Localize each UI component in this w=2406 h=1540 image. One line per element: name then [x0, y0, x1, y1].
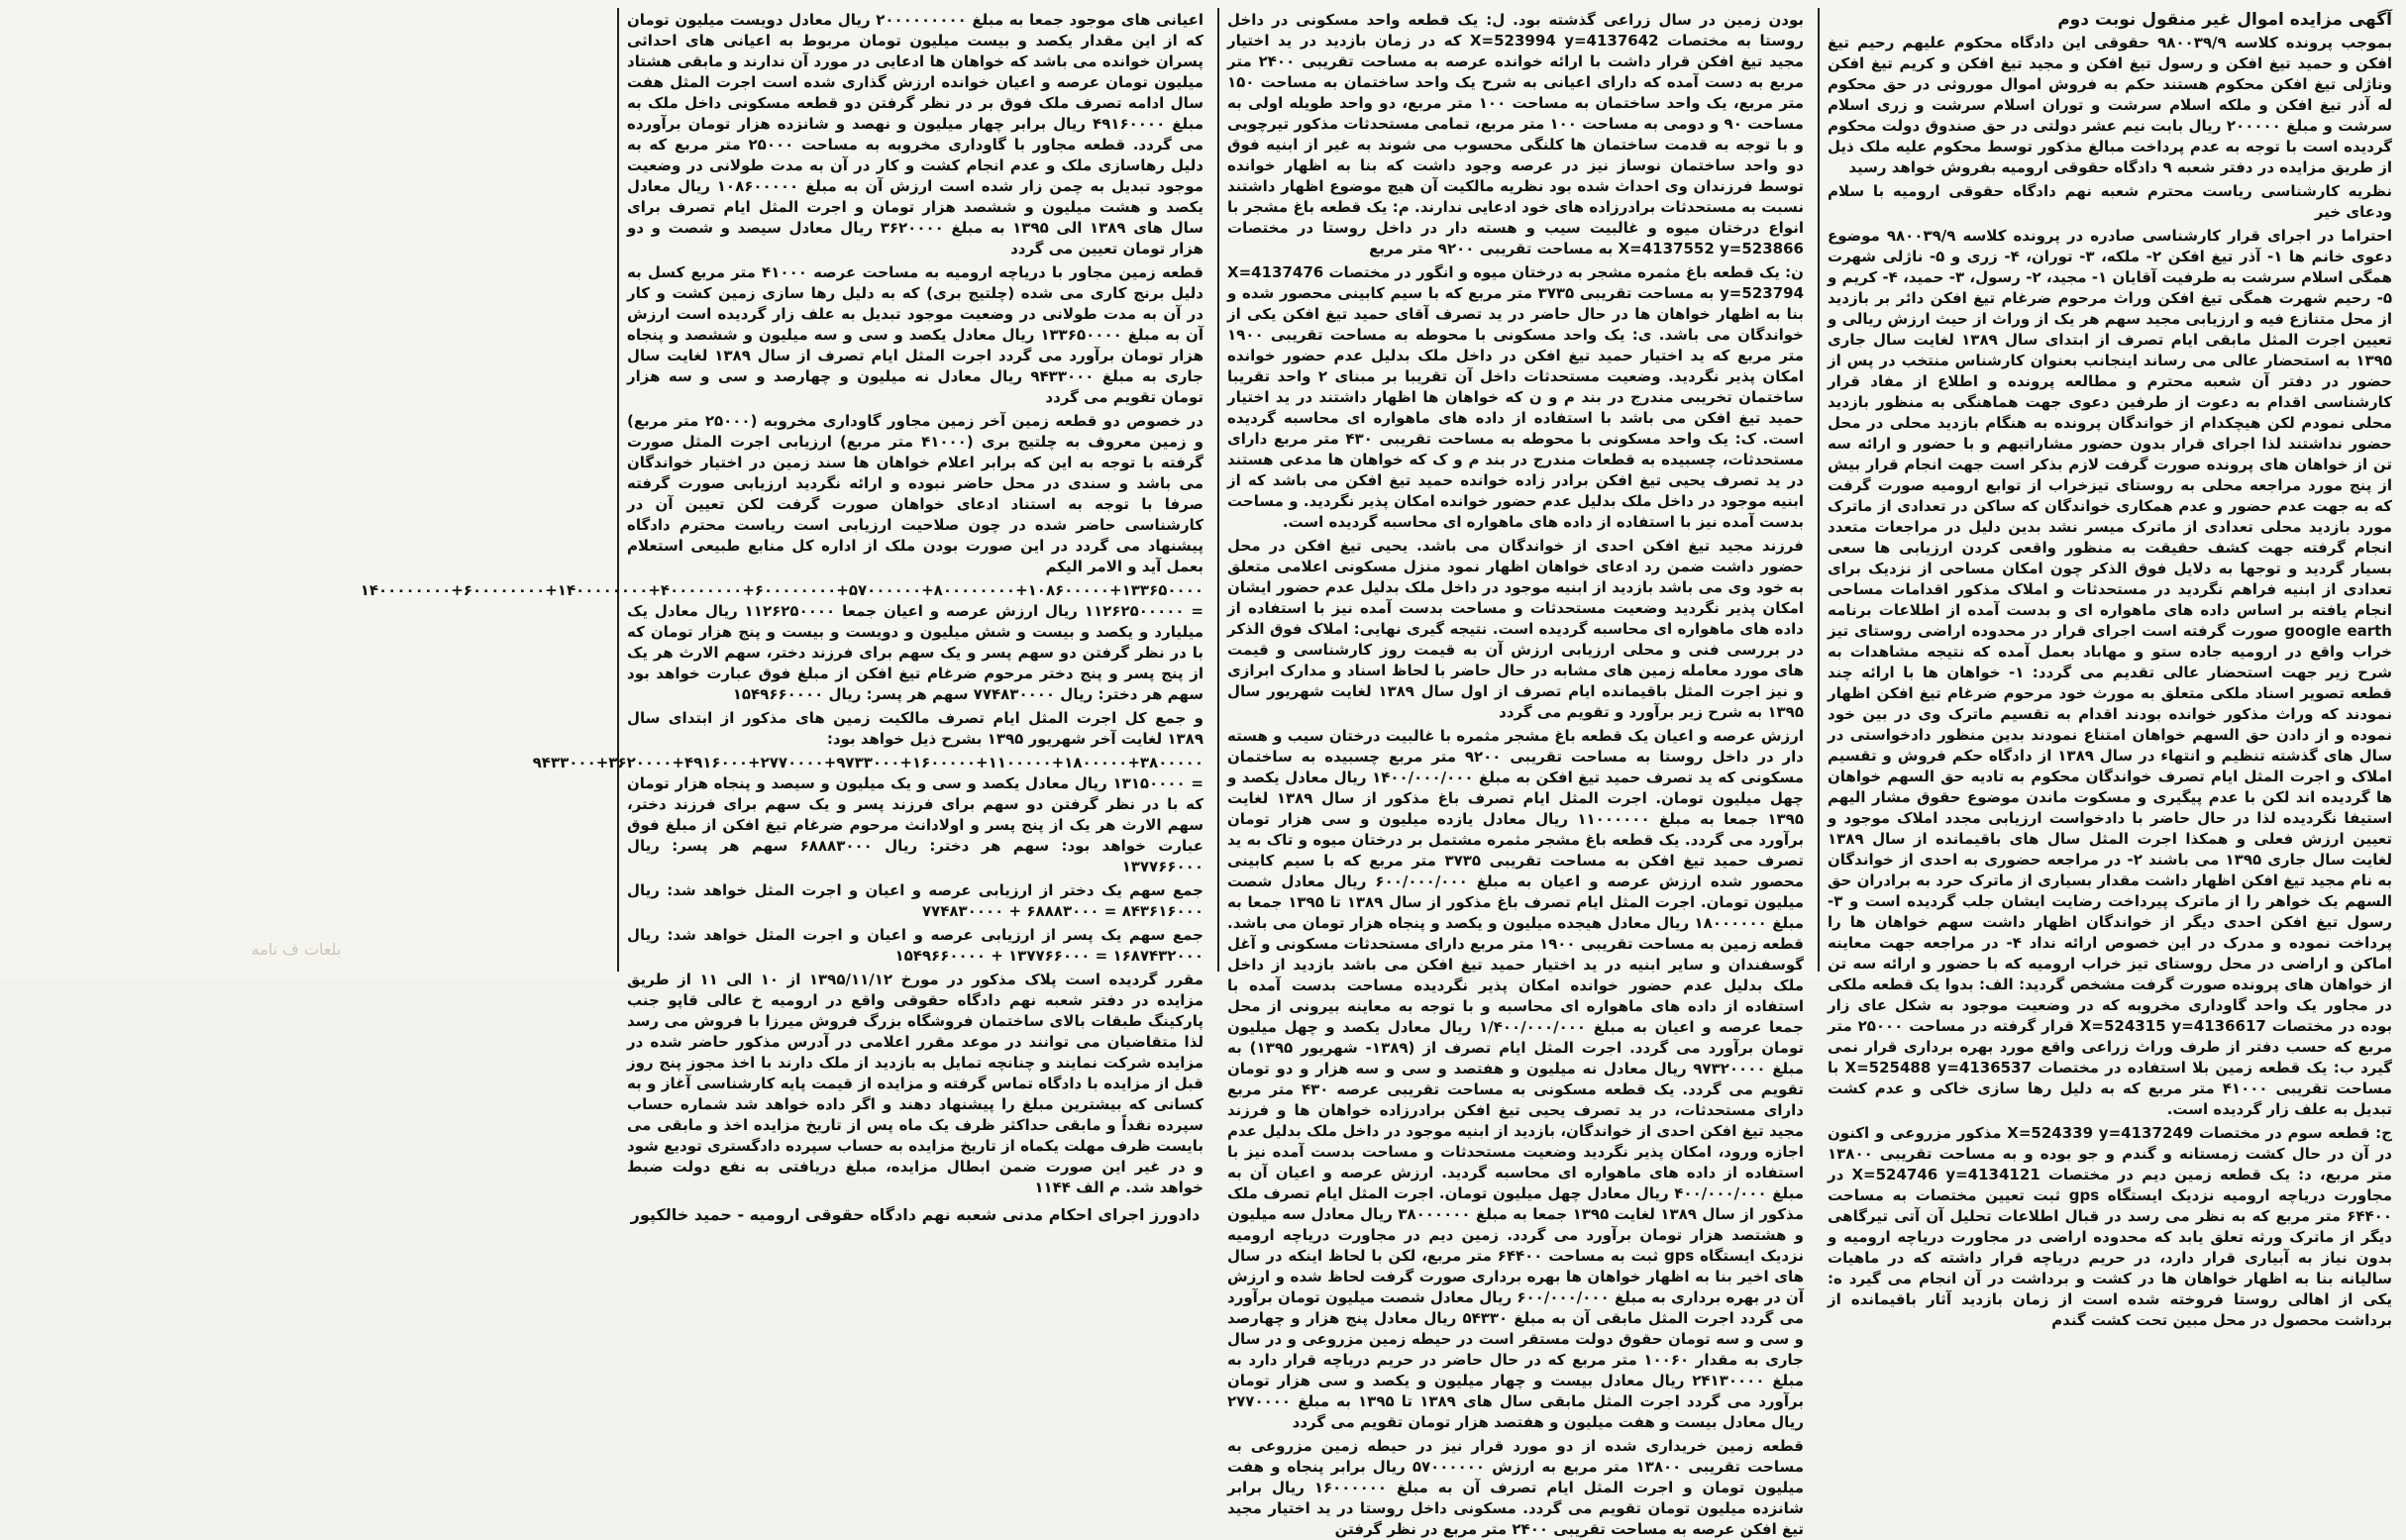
paragraph: احتراما در اجرای قرار کارشناسی صادره در پرونده کلاسه ۹۸۰۰۳۹/۹ موضوع دعوی خانم ها ۱- آذر تیغ افکن ۲- ملکه، ۳- توران، ۴- زری و ۵- ناژلی شهرت همگی اسلام سرشت به طرفیت آقایان ۱- مجید، ۲- رسول، ۳- حمید، ۴- کریم و ۵- رحیم شهرت همگی تیغ افکن وراث مرحوم ضرغام تیغ افکن دائر بر بازدید از محل متنازع فیه و ارزیابی مجید سهم هر یک از وراث از حیث ارزش ریالی و تعیین اجرت المثل مابقی ایام تصرف از ابتدای سال ۱۳۸۹ لغایت سال جاری ۱۳۹۵ به استحضار عالی می رساند اینجانب بعنوان کارشناس منتخب در پس از حضور در دفتر آن شعبه محترم و مطالعه پرونده و اطلاع از مفاد قرار کارشناسی اقدام به دعوت از طرفین دعوی جهت هماهنگی به منظور بازدید محلی نمودم لکن هیچکدام از خواندگان پرونده به هنگام بازدید محلی در محل حضور نداشتند لذا اجرای قرار بدون حضور مشاراتیهم و با حضور و ارائه سه تن از خواهان های پرونده صورت گرفت لازم بذکر است جهت انجام قرار بیش از پنج مورد مراجعه محلی به روستای تیزخراب از توابع ارومیه صورت گرفت که به جهت عدم حضور و عدم همکاری خواندگان که ساکن در تعدادی از ماترک مورد بازدید محلی تعدادی از ماترک میسر نشد بدین دلیل در مراجعات متعدد انجام گرفته جهت کشف حقیقت به منظور واقعی کردن ارزیابی ها سعی بسیار گردید و توجها به دلایل فوق الذکر چون امکان مساحی از نزدیک برای تعدادی از ابنیه فراهم نگردید در مستحدثات و املاک مذکور اقدامات مساحی انجام یافته بر اساس داده های ماهواره ای و بدست آمده از اطلاعات برنامه google earth صورت گرفته است اجرای قرار در محدوده اراضی روستای تیز خراب واقع در ارومیه جاده ستو و مهاباد بعمل آمده که نتیجه مشاهدات به شرح زیر جهت استحضار عالی تقدیم می گردد: ۱- خواهان ها با ارائه چند قطعه تصویر اسناد ملکی متعلق به مورث خود مرحوم ضرغام تیغ افکن اظهار نمودند که وراث مذکور خوانده بودند اقدام به تقسیم ماترک وی در بین خود نموده و از دادن حق السهم خواهان امتناع نمودند بدین منظور دادخواستی در سال های گذشته تنظیم و انتهاء در سال ۱۳۸۹ از دادگاه حکم فروش و تقسیم املاک و اجرت المثل ایام تصرف خواندگان محکوم به تادیه حق السهم خواهان ها گردیده اند لکن با عدم پیگیری و مسکوت ماندن موضوع حقوق مشار الیهم استیفا نگردیده لذا در حال حاضر با دادخواست ارزیابی مجدد املاک موجود و تعیین ارزش فعلی و همکذا اجرت المثل سال های باقیمانده از سال ۱۳۸۹ لغایت سال جاری ۱۳۹۵ می باشند ۲- در مراجعه حضوری به احدی از خواندگان به نام مجید تیغ افکن اظهار داشت مقدار بسیاری از ماترک حرد به برادران حق السهم یک خواهر را از ماترک پیرداخت رضایت ایشان جلب گردیده است و ۳- رسول تیغ افکن احدی دیگر از خواندگان اظهار داشت سهم خواهان ها را پرداخت نموده و مدرک در این خصوص ارائه نداد ۴- در مراجعه جهت معاینه اماکن و اراضی در محل روستای تیز خراب ارومیه که با حضور و ارائه سه تن از خواهان های پرونده صورت گرفت مشخص گردید: الف: بدوا یک قطعه ملکی در مجاور یک واحد گاوداری مخروبه که در وضعیت موجود به شکل عای زار بوده در مختصات X=524315 y=4136617 قرار گرفته در مساحت ۲۵۰۰۰ متر مربع که حسب دفتر از طرف وراث زراعی واقع مورد بهره برداری قرار نمی گیرد ب: یک قطعه زمین بلا استفاده در مختصات X=525488 y=4136537 با مساحت تقریبی ۴۱۰۰۰ متر مربع که به دلیل رها سازی خاکی و عدم کشت تبدیل به علف زار گردیده است. [1828, 227, 2393, 1118]
paragraph: در خصوص دو قطعه زمین آخر زمین مجاور گاوداری مخروبه (۲۵۰۰۰ متر مربع) و زمین معروف به چلتیج بری (۴۱۰۰۰ متر مربع) ارزیابی اجرت المثل صورت گرفته با توجه به این که برابر اعلام خواهان ها سند زمین در اختیار خواندگان می باشد و سندی در محل حاضر نبوده و ارائه نگردید ارزیابی صورت گرفته صرفا با توجه به استناد ادعای خواهان صورت گرفت لکن تعیین آن در کارشناسی حاضر شده در چون صلاحیت ارزیابی است ریاست محترم دادگاه پیشنهاد می گردد در این صورت بودن ملک از اداره کل منابع طبیعی استعلام بعمل آید و الامر الیکم [627, 412, 1203, 575]
paragraph: قطعه زمین خریداری شده از دو مورد قرار نیز در حیطه زمین مزروعی به مساحت تقریبی ۱۳۸۰۰ متر مربع به ارزش ۵۷۰۰۰۰۰۰ ریال برابر پنجاه و هفت میلیون تومان و اجرت المثل ایام تصرف آن به مبلغ ۱۶۰۰۰۰۰۰ ریال برابر شانزده میلیون تومان تقویم می گردد. مسکونی داخل روستا در ید اختیار مجید تیغ افکن عرصه به مساحت تقریبی ۲۴۰۰ متر مربع در نظر گرفتن [1227, 1437, 1805, 1538]
faded-text: بلعات ف نامه [251, 940, 342, 959]
notice-title: آگهی مزایده اموال غیر منقول نوبت دوم [2057, 10, 2392, 30]
paragraph: بموجب پرونده کلاسه ۹۸۰۰۳۹/۹ حقوقی این دادگاه محکوم علیهم رحیم تیغ افکن و حمید تیغ افکن و رسول تیغ افکن و مجید تیغ افکن و کریم تیغ افکن وناژلی تیغ افکن محکوم هستند حکم به فروش اموال موروثی در حق محکوم له آذر تیغ افکن و ملکه اسلام سرشت و توران اسلام سرشت و زری اسلام سرشت و مبلغ ۲۰۰۰۰۰ ریال بابت نیم عشر دولتی در حق صندوق دولت محکوم گردیده است با توجه به عدم پرداخت مبالغ مذکور توسط محکوم علیه ملک ذیل از طریق مزایده در دفتر شعبه ۹ دادگاه حقوقی ارومیه بفروش خواهد رسید [1828, 34, 2392, 176]
paragraph: اعیانی های موجود جمعا به مبلغ ۲۰۰۰۰۰۰۰۰۰ ریال معادل دویست میلیون تومان که از این مقدار یکصد و بیست میلیون تومان مربوط به اعیانی های احداثی پسران خوانده می باشد که خواهان ها ادعایی در مورد آن ندارند و مابقی هشتاد میلیون تومان عرصه و اعیان خوانده ارزش گذاری شده است اجرت المثل هفت سال ادامه تصرف ملک فوق بر در نظر گرفتن دو قطعه مسکونی داخل ملک به مبلغ ۴۹۱۶۰۰۰۰ ریال برابر چهار میلیون و نهصد و شانزده هزار تومان برآورده می گردد. قطعه مجاور با گاوداری مخروبه به مساحت ۲۵۰۰۰ متر مربع که به دلیل رهاسازی ملک و عدم انجام کشت و کار در آن به مدت طولانی در وضعیت موجود تبدیل به چمن زار شده است ارزش آن به مبلغ ۱۰۸۶۰۰۰۰۰ ریال معادل یکصد و هشت میلیون و ششصد هزار تومان و اجرت المثل ایام تصرف برای سال های ۱۳۸۹ الی ۱۳۹۵ به مبلغ ۳۶۲۰۰۰۰ ریال معادل سیصد و شصت و دو هزار تومان تعیین می گردد [627, 11, 1204, 257]
column-expert-report [1217, 8, 1812, 1538]
paragraph: مقرر گردیده است پلاک مذکور در مورخ ۱۳۹۵/۱۱/۱۲ از ۱۰ الی ۱۱ از طریق مزایده در دفتر شعبه نهم دادگاه حقوقی واقع در ارومیه خ عالی قاپو جنب پارکینگ طبقات بالای ساختمان فروشگاه بزرگ فروش میرزا با فروش می رسد لذا متقاضیان می توانند در موعد مقرر اعلامی در آدرس مذکور حاضر شده در مزایده شرکت نمایند و چنانچه تمایل به بازدید از ملک دارند با اخذ مجوز پنج روز قبل از مزایده با دادگاه تماس گرفته و مزایده از قیمت پایه کارشناسی آغاز و به کسانی که بیشترین مبلغ را پیشنهاد دهند و اگر داده خواهد شد شماره حساب سپرده نقداً و مابقی حداکثر ظرف یک ماه پس از تاریخ مزایده اخذ و مابقی می بایست ظرف مهلت یکماه از تاریخ مزایده به حساب سپرده دادگستری تودیع شود و در غیر این صورت ضمن ابطال مزایده، مبلغ دریافتی به نفع دولت ضبط خواهد شد. م الف ۱۱۴۴ [627, 971, 1203, 1196]
calculation: جمع سهم یک پسر از ارزیابی عرصه و اعیان و اجرت المثل خواهد شد: ریال ۱۶۸۷۴۳۲۰۰۰ = ۱۳۷۷۶۶۰۰۰ + ۱۵۴۹۶۶۰۰۰۰ [627, 926, 1203, 965]
column-empty [7, 8, 611, 972]
paragraph: نظریه کارشناسی ریاست محترم شعبه نهم دادگاه حقوقی ارومیه با سلام ودعای خیر [1828, 182, 2392, 221]
paragraph: ارزش عرصه و اعیان یک قطعه باغ مشجر مثمره با غالبیت درختان سیب و هسته دار در داخل روستا به مساحت تقریبی ۹۲۰۰ متر مربع چسبیده به ساختمان مسکونی که ید تصرف حمید تیغ افکن به مبلغ ۱۴۰۰/۰۰۰/۰۰۰ ریال معادل یکصد و چهل میلیون تومان. اجرت المثل ایام تصرف باغ مذکور از سال ۱۳۸۹ لغایت ۱۳۹۵ جمعا به مبلغ ۱۱۰۰۰۰۰۰ ریال معادل یازده میلیون و سی هزار تومان برآورد می گردد. یک قطعه باغ مشجر مثمره مشتمل بر درختان میوه و تاک به ید تصرف حمید تیغ افکن به مساحت تقریبی ۳۷۳۵ متر مربع که با سیم کابینی محصور شده ارزش عرصه و اعیان به مبلغ ۶۰۰/۰۰۰/۰۰۰ ریال معادل شصت میلیون تومان. اجرت المثل ایام تصرف باغ مذکور از سال ۱۳۸۹ تا ۱۳۹۵ جمعا به مبلغ ۱۸۰۰۰۰۰۰ ریال معادل هیجده میلیون و یکصد و پنجاه هزار تومان می باشد. قطعه زمین به مساحت تقریبی ۱۹۰۰ متر مربع دارای مستحدثات مسکونی و آغل گوسفندان و سایر ابنیه در ید اختیار حمید تیغ افکن می باشد بازدید از داخل ملک بدلیل عدم حضور خوانده امکان پذیر نگردیده مساحت بدست آمده با استفاده از داده های ماهواره ای محاسبه و با توجه به معاینه بیرونی از محل جمعا عرصه و اعیان به مبلغ ۱/۴۰۰/۰۰۰/۰۰۰ ریال معادل یکصد و چهل میلیون تومان برآورد می گردد. اجرت المثل ایام تصرف از (۱۳۸۹- شهریور ۱۳۹۵) به مبلغ ۹۷۳۲۰۰۰۰ ریال معادل نه میلیون و هفتصد و سی و سه هزار و دو تومان تقویم می گردد. یک قطعه مسکونی به مساحت تقریبی عرصه ۴۳۰ متر مربع دارای مستحدثات، در ید تصرف یحیی تیغ افکن برادرزاده خواهان ها و فرزند مجید تیغ افکن احدی از خواندگان، بازدید از ابنیه موجود در داخل ملک بدلیل عدم اجازه ورود، امکان پذیر نگردید وضعیت مستحدثات و مساحت بدست آمده نیز با استفاده از داده های ماهواره ای محاسبه گردید. ارزش عرصه و اعیان آن به مبلغ ۴۰۰/۰۰۰/۰۰۰ ریال معادل چهل میلیون تومان. اجرت المثل ایام تصرف ملک مذکور از سال ۱۳۸۹ لغایت ۱۳۹۵ جمعا به مبلغ ۳۸۰۰۰۰۰۰ ریال معادل سه میلیون و هشتصد هزار تومان برآورد می گردد. زمین دیم در مجاورت دریاچه ارومیه نزدیک ایستگاه gps ثبت به مساحت ۶۴۴۰۰ متر مربع، لکن با لحاظ اینکه در سال های اخیر بنا به اظهار خواهان ها بهره برداری صورت گرفت لحاظ شده و ارزش آن در بهره برداری به مبلغ ۶۰۰/۰۰۰/۰۰۰ ریال معادل شصت میلیون تومان برآورد می گردد اجرت المثل مابقی آن به مبلغ ۵۴۳۳۰ ریال معادل پنج هزار و چهارصد و سی و سه تومان حقوق دولت مستقر است در حیطه زمین مزروعی و در سال جاری به مقدار ۱۰۰۶۰ متر مربع که در حال حاضر در حریم دریاچه قرار دارد به مبلغ ۲۴۱۳۰۰۰۰ ریال معادل بیست و چهار میلیون و یکصد و سی هزار تومان برآورد می گردد اجرت المثل مابقی سال های ۱۳۸۹ تا ۱۳۹۵ به مبلغ ۲۷۷۰۰۰۰ ریال معادل بیست و هفت میلیون و هفتصد هزار تومان تقویم می گردد [1227, 727, 1805, 1431]
paragraph: بودن زمین در سال زراعی گذشته بود. ل: یک قطعه واحد مسکونی در داخل روستا به مختصات X=523994 y=4137642 که در زمان بازدید در ید اختیار مجید تیغ افکن قرار داشت با ارائه خوانده عرصه به مساحت تقریبی ۲۴۰۰ متر مربع به دست آمده که دارای اعیانی به شرح یک واحد ساختمان به مساحت ۱۵۰ متر مربع، یک واحد ساختمان به مساحت ۱۰۰ متر مربع، دو واحد طویله اولی به مساحت ۹۰ و دومی به مساحت ۱۰۰ متر مربع، تمامی مستحدثات مذکور تیرچوبی و با توجه به قدمت ساختمان ها کلنگی محسوب می شوند به غیر از ابنیه فوق دو واحد ساختمان نوساز نیز در عرصه وجود داشت که بنا به اظهار خوانده توسط فرزندان وی احداث شده بود نظریه مالکیت آن هیچ موضوع اظهار داشتند نسبت به مستحدثات برادرزاده های خود ادعایی ندارند. م: یک قطعه باغ مشجر با انواع درختان میوه و غالبیت سیب و هسته دار در داخل روستا در مختصات X=4137552 y=523866 به مساحت تقریبی ۹۲۰۰ متر مربع [1227, 11, 1804, 257]
calculation: ۹۴۳۳۰۰۰+۳۶۲۰۰۰۰+۴۹۱۶۰۰۰+۲۷۷۰۰۰۰+۹۷۳۳۰۰۰+۱۶۰۰۰۰۰+۱۱۰۰۰۰۰+۱۸۰۰۰۰۰+۳۸۰۰۰۰۰ = ۱۳۱۵۰۰۰۰ ریال معادل یکصد و سی و یک میلیون و سیصد و پنجاه هزار تومان که با در نظر گرفتن دو سهم برای فرزند پسر و یک سهم برای فرزند دختر، سهم الارث هر یک از پنج پسر و اولادانث مرحوم ضرغام تیغ افکن از مبلغ فوق عبارت خواهد بود: سهم هر دختر: ریال ۶۸۸۸۳۰۰۰ سهم هر پسر: ریال ۱۳۷۷۶۶۰۰۰ [532, 754, 1203, 875]
paragraph: ج: قطعه سوم در مختصات X=524339 y=4137249 مذکور مزروعی و اکنون در آن در حال کشت زمستانه و گندم و جو بوده و به مساحت تقریبی ۱۳۸۰۰ متر مربع، د: یک قطعه زمین دیم در مختصات X=524746 y=4134121 در مجاورت دریاچه ارومیه نزدیک ایستگاه gps ثبت تعیین مختصات به مساحت ۶۴۴۰۰ متر مربع که به نظر می رسد در قبال اطلاعات تحلیل آن آتی تیرگاهی دیگر از ماترک ورثه تعلق یابد که محدوده اراضی در مجاورت دریاچه ارومیه و بدون نیاز به آبیاری قرار دارد، در حریم دریاچه قرار داشته که در ماهیات سالیانه بنا به اظهار خواهان ها در کشت و برداشت در آن انجام می گیرد ه: یکی از اهالی روستا فروخته شده است از زمان بازدید آثار باقیمانده از برداشت محصول در محل مبین تحت کشت گندم [1828, 1124, 2393, 1329]
paragraph: قطعه زمین مجاور با دریاچه ارومیه به مساحت عرصه ۴۱۰۰۰ متر مربع کسل به دلیل برنج کاری می شده (چلتیج بری) که به دلیل رها سازی زمین کشت و کار در آن به مدت طولانی در وضعیت موجود تبدیل به علف زار گردیده است ارزش آن به مبلغ ۱۳۳۶۵۰۰۰۰ ریال معادل یکصد و سی و سه میلیون و ششصد و پنجاه هزار تومان برآورد می گردد اجرت المثل ایام تصرف از سال ۱۳۸۹ لغایت سال جاری به مبلغ ۹۴۳۳۰۰۰ ریال معادل نه میلیون و چهارصد و سی و سه هزار تومان تقویم می گردد [627, 263, 1203, 406]
signature: دادورز اجرای احکام مدنی شعبه نهم دادگاه حقوقی ارومیه - حمید خالکپور [630, 1205, 1201, 1224]
paragraph: و جمع کل اجرت المثل ایام تصرف مالکیت زمین های مذکور از ابتدای سال ۱۳۸۹ لغایت آخر شهریور ۱۳۹۵ بشرح ذیل خواهد بود: [627, 709, 1203, 748]
column-auction-notice-start [1818, 8, 2400, 1329]
column-valuation-summary [360, 8, 1211, 1224]
calculation: جمع سهم یک دختر از ارزیابی عرصه و اعیان و اجرت المثل خواهد شد: ریال ۸۴۳۶۱۶۰۰۰ = ۶۸۸۸۳۰۰۰ + ۷۷۴۸۳۰۰۰۰ [627, 881, 1203, 920]
paragraph: ن: یک قطعه باغ مثمره مشجر به درختان میوه و انگور در مختصات X=4137476 y=523794 به مساحت تقریبی ۳۷۳۵ متر مربع که با سیم کابینی محصور شده و بنا به اظهار خواهان ها در حال حاضر در ید تصرف آقای حمید تیغ افکن یکی از خواندگان می باشد. ی: یک واحد مسکونی با محوطه به مساحت تقریبی ۱۹۰۰ متر مربع که ید اختیار حمید تیغ افکن در داخل ملک بدلیل عدم حضور خوانده امکان پذیر نگردید. وضعیت مستحدثات داخل آن تقریبا بر مبنای ۲ واحد تقریبا ساختمان تخریبی مندرج در بند م و ن که خواهان ها اظهار داشتند در ید اختیار حمید تیغ افکن می باشد با استفاده از داده های ماهواره ای محاسبه گردیده است. ک: یک واحد مسکونی با محوطه به مساحت تقریبی ۴۳۰ متر مربع دارای مستحدثات، چسبیده به قطعات مندرج در بند م و ک که خواهان ها مدعی هستند در ید تصرف یحیی تیغ افکن برادر زاده خوانده حمید تیغ افکن می باشد که از ابنیه موجود در داخل ملک بدلیل عدم حضور خوانده امکان پذیر نگردید. و مساحت بدست آمده نیز با استفاده از داده های ماهواره ای محاسبه گردیده است. [1227, 263, 1804, 531]
paragraph: فرزند مجید تیغ افکن احدی از خواندگان می باشد. یحیی تیغ افکن در محل حضور داشت ضمن رد ادعای خواهان اظهار نمود منزل مسکونی اعلامی متعلق به خود وی می باشد بازدید از ابنیه موجود در داخل ملک بدلیل عدم حضور ایشان امکان پذیر نگردید وضعیت مستحدثات و مساحت بدست آمده نیز با استفاده از داده های ماهواره ای محاسبه گردیده است. نتیجه گیری نهایی: املاک فوق الذکر در بررسی فنی و محلی ارزیابی ارزش آن به قیمت روز کارشناسی و قیمت های مورد معامله زمین های مشابه در حال حاضر با لحاظ اسناد و مدارک ابرازی و نیز اجرت المثل باقیمانده ایام تصرف از اول سال ۱۳۸۹ لغایت شهریور سال ۱۳۹۵ به شرح زیر برآورد و تقویم می گردد [1227, 537, 1805, 721]
calculation: ۱۴۰۰۰۰۰۰۰۰+۶۰۰۰۰۰۰۰۰+۱۴۰۰۰۰۰۰۰۰+۴۰۰۰۰۰۰۰۰+۶۰۰۰۰۰۰۰۰+۵۷۰۰۰۰۰۰+۸۰۰۰۰۰۰۰۰+۱۰۸۶۰۰۰۰۰+۱۳۳۶۵۰۰۰۰ = ۱۱۲۶۲۵۰۰۰۰۰ ریال ارزش عرصه و اعیان جمعا ۱۱۲۶۲۵۰۰۰۰ ریال معادل یک میلیارد و یکصد و بیست و شش میلیون و دویست و بیست و پنج هزار تومان که با در نظر گرفتن دو سهم پسر و یک سهم برای فرزند دختر، سهم الارث هر یک از پنج پسر و پنج دختر مرحوم ضرغام تیغ افکن از مبلغ فوق عبارت خواهد بود سهم هر دختر: ریال ۷۷۴۸۳۰۰۰۰ سهم هر پسر: ریال ۱۵۴۹۶۶۰۰۰۰ [360, 581, 1203, 703]
